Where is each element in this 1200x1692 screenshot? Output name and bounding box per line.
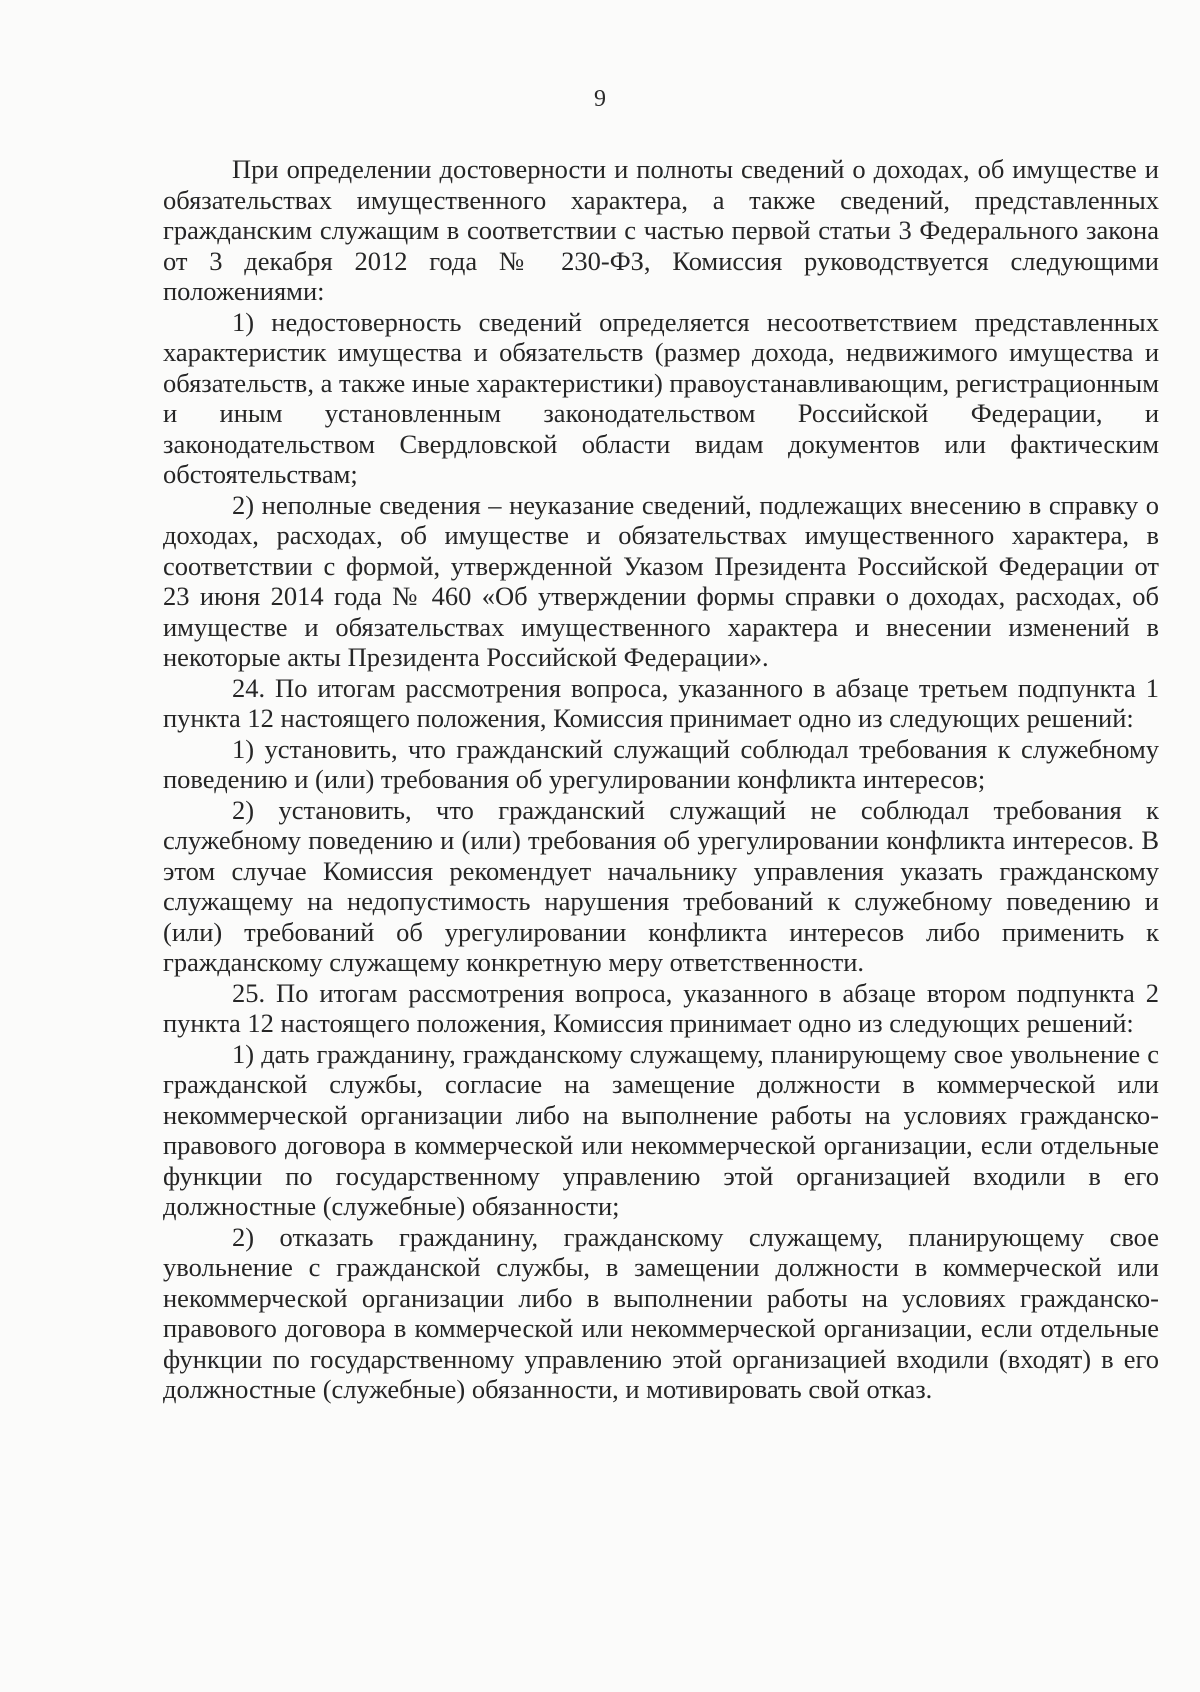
paragraph-item: 1) установить, что гражданский служащий соблюдал требования к служебному поведению и (или) требования об урегулировании конфликта интересов; (163, 733, 1159, 794)
paragraph-item: 2) неполные сведения – неуказание сведений, подлежащих внесению в справку о доходах, расходах, об имуществе и обязательствах имущественного характера, в соответствии с формой, утвержденной Указом Президента Российской Федерации от 23 июня 2014 года № 460 «Об утверждении формы справки о доходах, расходах, об имуществе и обязательствах имущественного характера и внесении изменений в некоторые акты Президента Российской Федерации». (163, 489, 1159, 672)
page-number: 9 (594, 86, 606, 112)
document-body (163, 154, 1159, 1405)
paragraph-clause-24: 24. По итогам рассмотрения вопроса, указанного в абзаце третьем подпункта 1 пункта 12 настоящего положения, Комиссия принимает одно из следующих решений: (163, 672, 1159, 733)
paragraph-item: 1) дать гражданину, гражданскому служащему, планирующему свое увольнение с гражданской службы, согласие на замещение должности в коммерческой или некоммерческой организации либо на выполнение работы на условиях гражданско-правового договора в коммерческой или некоммерческой организации, если отдельные функции по государственному управлению этой организацией входили в его должностные (служебные) обязанности; (163, 1038, 1159, 1221)
paragraph-intro: При определении достоверности и полноты сведений о доходах, об имуществе и обязательствах имущественного характера, а также сведений, представленных гражданским служащим в соответствии с частью первой статьи 3 Федерального закона от 3 декабря 2012 года № 230-ФЗ, Комиссия руководствуется следующими положениями: (163, 154, 1159, 306)
paragraph-clause-25: 25. По итогам рассмотрения вопроса, указанного в абзаце втором подпункта 2 пункта 12 настоящего положения, Комиссия принимает одно из следующих решений: (163, 977, 1159, 1038)
paragraph-item: 1) недостоверность сведений определяется несоответствием представленных характеристик имущества и обязательств (размер дохода, недвижимого имущества и обязательств, а также иные характеристики) правоустанавливающим, регистрационным и иным установленным законодательством Российской Федерации, и законодательством Свердловской области видам документов или фактическим обстоятельствам; (163, 306, 1159, 489)
paragraph-item: 2) установить, что гражданский служащий не соблюдал требования к служебному поведению и (или) требования об урегулировании конфликта интересов. В этом случае Комиссия рекомендует начальнику управления указать гражданскому служащему на недопустимость нарушения требований к служебному поведению и (или) требований об урегулировании конфликта интересов либо применить к гражданскому служащему конкретную меру ответственности. (163, 794, 1159, 977)
paragraph-item: 2) отказать гражданину, гражданскому служащему, планирующему свое увольнение с гражданской службы, в замещении должности в коммерческой или некоммерческой организации либо в выполнении работы на условиях гражданско-правового договора в коммерческой или некоммерческой организации, если отдельные функции по государственному управлению этой организацией входили (входят) в его должностные (служебные) обязанности, и мотивировать свой отказ. (163, 1221, 1159, 1404)
